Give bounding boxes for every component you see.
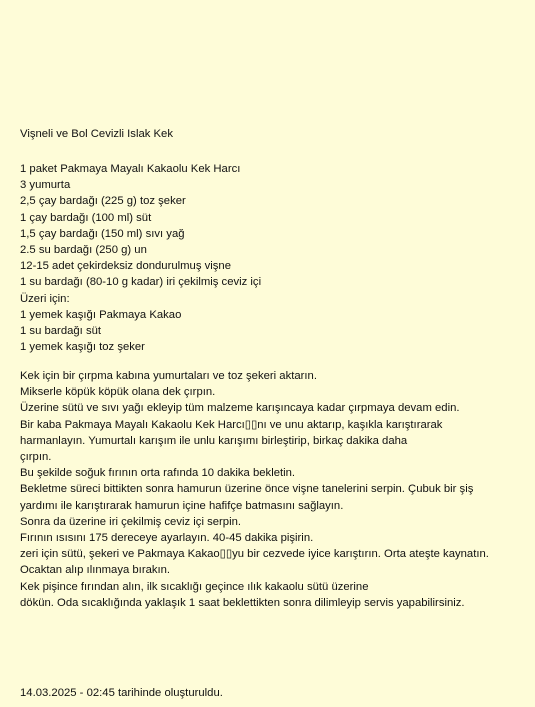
- instruction-step: Bekletme süreci bittikten sonra hamurun üzerine önce vişne tanelerini serpin. Çubuk bir şiş yardımı ile karıştırarak hamurun içine hafifçe batmasını sağlayın.: [20, 483, 474, 512]
- ingredient-line: 1 paket Pakmaya Mayalı Kakaolu Kek Harcı: [20, 163, 241, 175]
- instruction-step: zeri için sütü, şekeri ve Pakmaya Kakao▯▯yu bir cezvede iyice karıştırın. Orta ateşte kaynatın. Ocaktan alıp ılınmaya bırakın.: [20, 548, 489, 577]
- instruction-step: Bir kaba Pakmaya Mayalı Kakaolu Kek Harcı▯▯nı ve unu aktarıp, kaşıkla karıştırarak harmanlayın. Yumurtalı karışım ile unlu karışımı birleştirip, birkaç dakika daha çırpın.: [20, 418, 443, 464]
- ingredient-line: 3 yumurta: [20, 179, 71, 192]
- topping-heading: Üzeri için:: [20, 292, 70, 305]
- ingredient-line: 2,5 çay bardağı (225 g) toz şeker: [20, 195, 186, 208]
- instruction-step: Sonra da üzerine iri çekilmiş ceviz içi serpin.: [20, 515, 241, 528]
- instruction-step: Üzerine sütü ve sıvı yağı ekleyip tüm malzeme karışıncaya kadar çırpmaya devam edin.: [20, 402, 460, 415]
- instruction-step: Kek için bir çırpma kabına yumurtaları ve toz şekeri aktarın.: [20, 370, 317, 382]
- ingredient-line: 1,5 çay bardağı (150 ml) sıvı yağ: [20, 227, 185, 240]
- instruction-step: Bu şekilde soğuk fırının orta rafında 10 dakika bekletin.: [20, 467, 296, 480]
- ingredient-line: 1 yemek kaşığı toz şeker: [20, 341, 145, 354]
- instruction-step: Kek pişince fırından alın, ilk sıcaklığı geçince ılık kakaolu sütü üzerine dökün. Oda sıcaklığında yaklaşık 1 saat beklettikten sonra dilimleyip servis yapabilirsiniz.: [20, 580, 465, 609]
- ingredient-line: 1 su bardağı süt: [20, 324, 102, 337]
- instruction-step: Fırının ısısını 175 dereceye ayarlayın. 40-45 dakika pişirin.: [20, 532, 314, 545]
- ingredient-list: [20, 161, 261, 355]
- ingredient-line: 1 yemek kaşığı Pakmaya Kakao: [20, 308, 182, 321]
- recipe-title: Vişneli ve Bol Cevizli Islak Kek: [20, 128, 173, 140]
- instruction-step: Mikserle köpük köpük olana dek çırpın.: [20, 386, 216, 399]
- creation-timestamp: 14.03.2025 - 02:45 tarihinde oluşturuldu.: [20, 687, 223, 699]
- ingredient-line: 1 çay bardağı (100 ml) süt: [20, 211, 152, 224]
- ingredient-line: 12-15 adet çekirdeksiz dondurulmuş vişne: [20, 260, 231, 273]
- ingredient-line: 2.5 su bardağı (250 g) un: [20, 243, 147, 256]
- instruction-list: [20, 368, 498, 611]
- ingredient-line: 1 su bardağı (80-10 g kadar) iri çekilmiş ceviz içi: [20, 276, 262, 289]
